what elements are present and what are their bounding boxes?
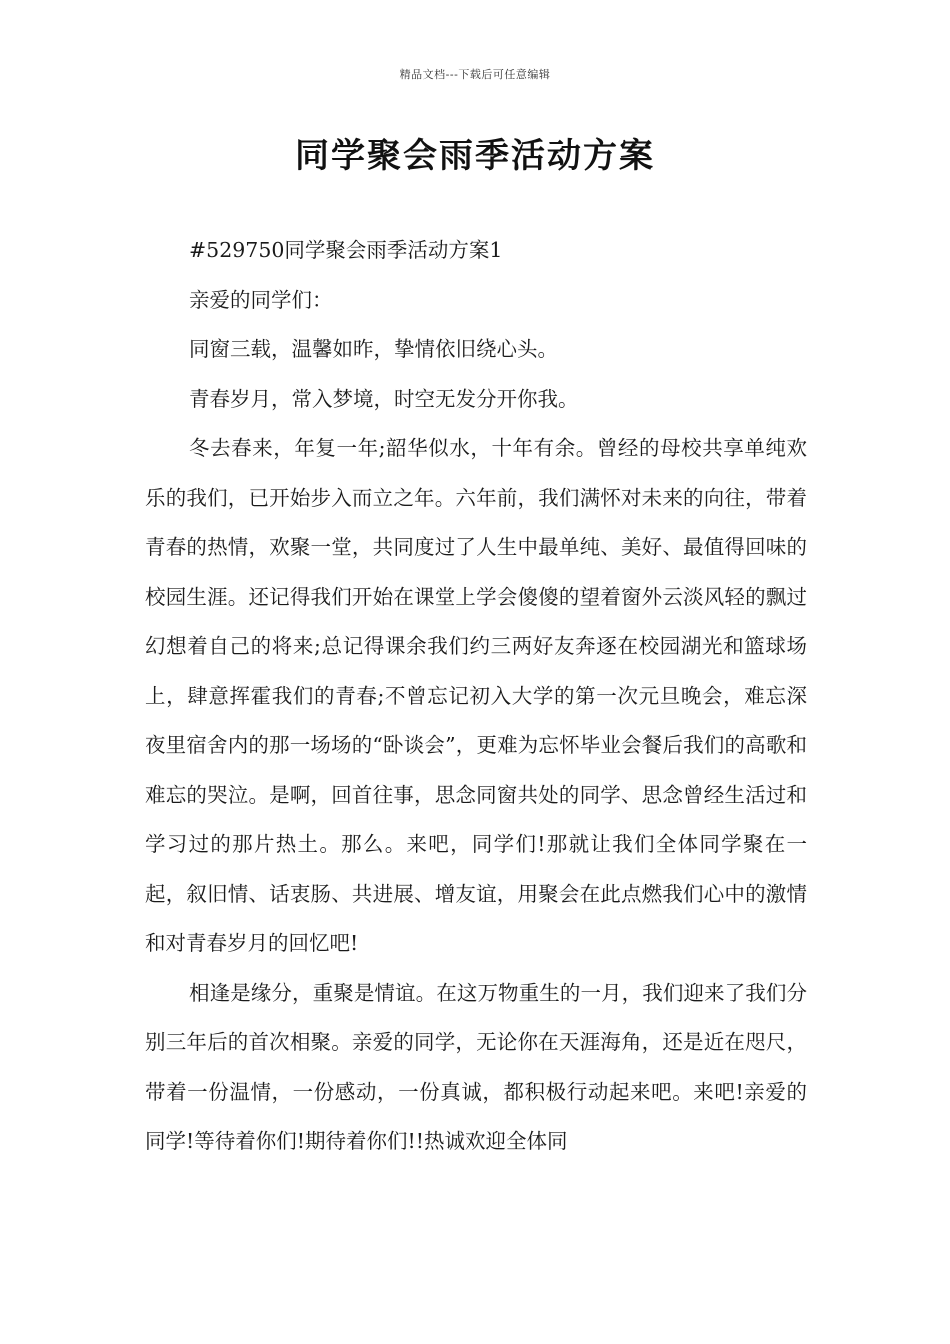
header-note: 精品文档---下载后可任意编辑: [399, 68, 551, 81]
paragraph-1: 冬去春来，年复一年;韶华似水，十年有余。曾经的母校共享单纯欢乐的我们，已开始步入而立之年。六年前，我们满怀对未来的向往，带着青春的热情，欢聚一堂，共同度过了人生中最单纯、美好、最值得回味的校园生涯。还记得我们开始在课堂上学会傻傻的望着窗外云淡风轻的飘过幻想着自己的将来;总记得课余我们约三两好友奔逐在校园湖光和篮球场上，肆意挥霍我们的青春;不曾忘记初入大学的第一次元旦晚会，难忘深夜里宿舍内的那一场场的“卧谈会”，更难为忘怀毕业会餐后我们的高歌和难忘的哭泣。是啊，回首往事，思念同窗共处的同学、思念曾经生活过和学习过的那片热土。那么。来吧，同学们!那就让我们全体同学聚在一起，叙旧情、话衷肠、共进展、增友谊，用聚会在此点燃我们心中的激情和对青春岁月的回忆吧!: [145, 436, 807, 955]
subheading: #529750同学聚会雨季活动方案1: [189, 238, 503, 262]
verse-line-1: 同窗三载，温馨如昨，挚情依旧绕心头。: [189, 337, 558, 361]
document-title: 同学聚会雨季活动方案: [295, 136, 655, 176]
verse-line-2: 青春岁月，常入梦境，时空无发分开你我。: [189, 386, 579, 411]
paragraph-2: 相逢是缘分，重聚是情谊。在这万物重生的一月，我们迎来了我们分别三年后的首次相聚。亲爱的同学，无论你在天涯海角，还是近在咫尺，带着一份温情，一份感动，一份真诚，都积极行动起来吧。来吧!亲爱的同学!等待着你们!期待着你们!!热诚欢迎全体同: [145, 980, 807, 1153]
salutation: 亲爱的同学们：: [189, 287, 333, 312]
document-body: [145, 226, 807, 1167]
